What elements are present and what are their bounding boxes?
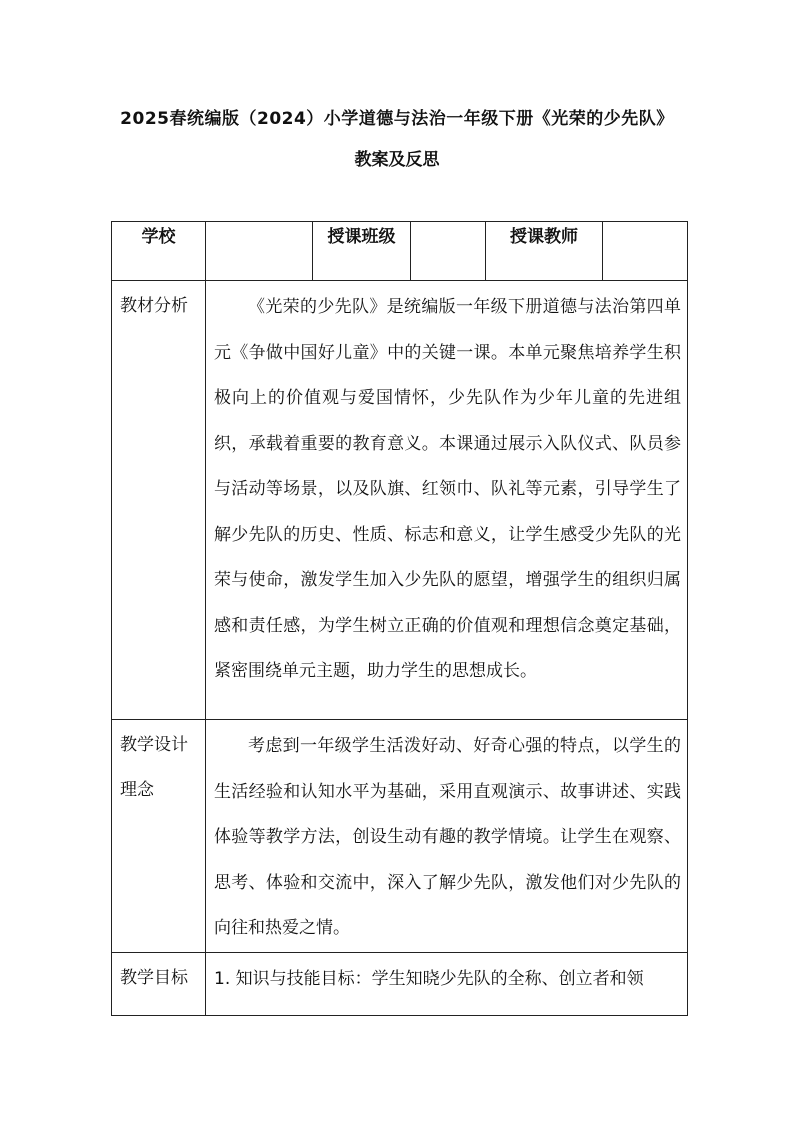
lesson-plan-table <box>111 221 688 1016</box>
table-row <box>112 720 688 953</box>
row-content-teaching-goals <box>206 952 688 1015</box>
design-concept-label-text: 教学设计理念 <box>120 735 188 800</box>
document-title: 2025春统编版（2024）小学道德与法治一年级下册《光荣的少先队》 <box>120 109 674 129</box>
table-row <box>112 952 688 1015</box>
header-row <box>112 222 688 281</box>
teaching-goals-text: 1. 知识与技能目标：学生知晓少先队的全称、创立者和领 <box>214 968 644 989</box>
row-content-material-analysis <box>206 281 688 720</box>
teacher-value <box>603 222 688 281</box>
row-label-design-concept <box>112 720 206 953</box>
row-label-teaching-goals: 教学目标 <box>112 952 206 1015</box>
document-subtitle: 教案及反思 <box>354 150 440 170</box>
school-label: 学校 <box>112 222 206 281</box>
material-analysis-text: 《光荣的少先队》是统编版一年级下册道德与法治第四单元《争做中国好儿童》中的关键一课。本单元聚焦培养学生积极向上的价值观与爱国情怀，少先队作为少年儿童的先进组织，承载着重要的教育意义。本课通过展示入队仪式、队员参与活动等场景，以及队旗、红领巾、队礼等元素，引导学生了解少先队的历史、性质、标志和意义，让学生感受少先队的光荣与使命，激发学生加入少先队的愿望，增强学生的组织归属感和责任感，为学生树立正确的价值观和理想信念奠定基础，紧密围绕单元主题，助力学生的思想成长。 <box>214 297 681 681</box>
school-value <box>206 222 313 281</box>
row-label-material-analysis: 教材分析 <box>112 281 206 720</box>
table-row <box>112 281 688 720</box>
teacher-label: 授课教师 <box>486 222 603 281</box>
design-concept-text: 考虑到一年级学生活泼好动、好奇心强的特点，以学生的生活经验和认知水平为基础，采用直观演示、故事讲述、实践体验等教学方法，创设生动有趣的教学情境。让学生在观察、思考、体验和交流中，深入了解少先队，激发他们对少先队的向往和热爱之情。 <box>214 736 681 938</box>
class-label: 授课班级 <box>313 222 411 281</box>
class-value <box>411 222 486 281</box>
row-content-design-concept <box>206 720 688 953</box>
